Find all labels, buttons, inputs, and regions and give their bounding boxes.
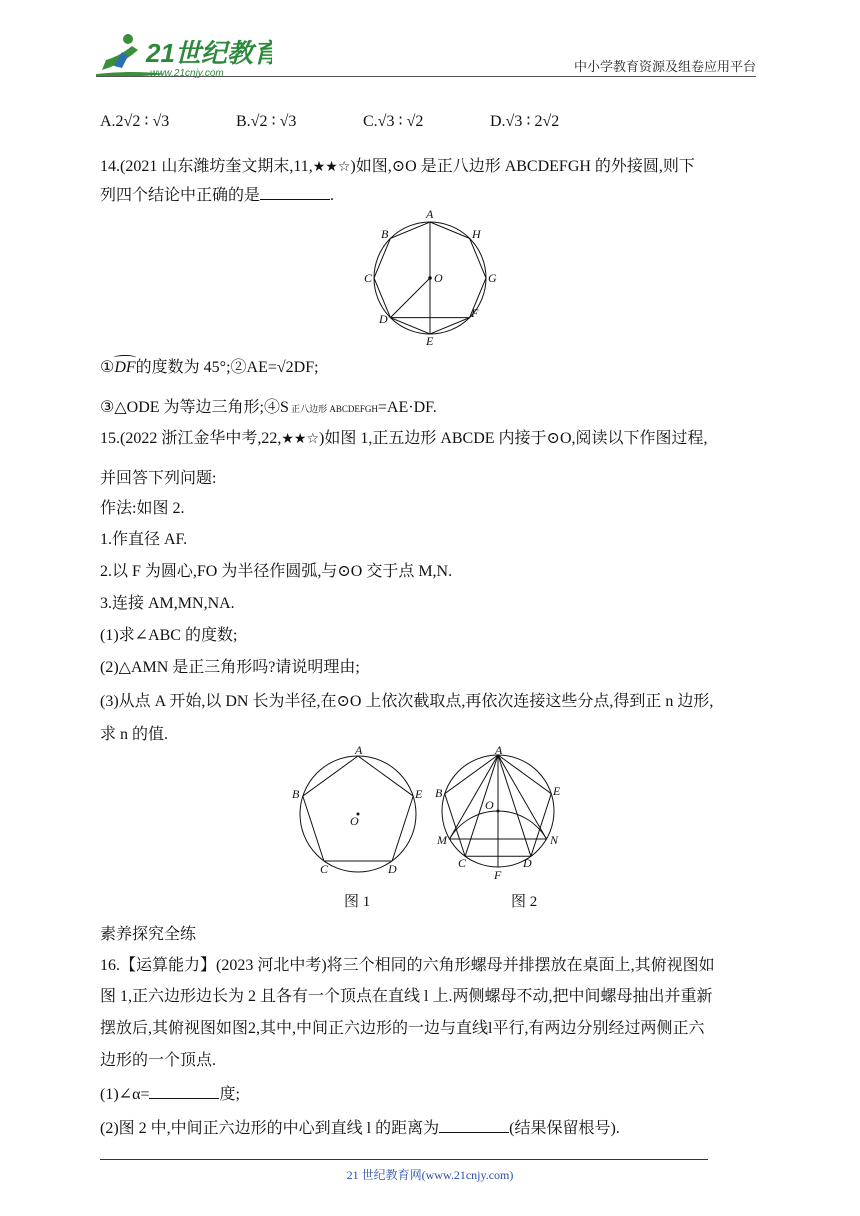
q15-step1: 1.作直径 AF. [100, 531, 188, 548]
q16-line3: 摆放后,其俯视图如图2,其中,中间正六边形的一边与直线l平行,有两边分别经过两侧正六 [100, 1020, 705, 1037]
label-h: H [472, 227, 481, 241]
q15-sub2: (2)△AMN 是正三角形吗?请说明理由; [100, 659, 360, 676]
label-b: B [381, 227, 389, 241]
site-logo [92, 30, 272, 82]
header-divider [96, 76, 756, 77]
q16-line2: 图 1,正六边形边长为 2 且各有一个顶点在直线 l 上.两侧螺母不动,把中间螺母抽出并重新 [100, 988, 713, 1005]
header-platform-text: 中小学教育资源及组卷应用平台 [573, 60, 756, 75]
label-c: C [364, 271, 373, 285]
fig2-label-f: F [494, 868, 502, 882]
label-f: F [471, 306, 479, 320]
fig2-label-a: A [495, 745, 503, 757]
fig1-label-e: E [415, 787, 423, 801]
difficulty-stars: ★★☆ [281, 431, 319, 447]
option-b: B.√2 ∶ √3 [236, 113, 297, 130]
label-g: G [488, 271, 497, 285]
difficulty-stars: ★★☆ [312, 159, 351, 175]
option-a: A.2√2 ∶ √3 [100, 113, 170, 130]
octagon-figure [360, 205, 500, 345]
footer-link[interactable]: 21 世纪教育网(www.21cnjy.com) [346, 1168, 514, 1182]
option-d: D.√3 ∶ 2√2 [490, 113, 560, 130]
pentagon-figure-2 [434, 745, 569, 883]
q15-step2: 2.以 F 为圆心,FO 为半径作圆弧,与⊙O 交于点 M,N. [100, 563, 453, 580]
runner-logo-icon [92, 30, 272, 82]
answer-blank [260, 185, 330, 200]
fig2-label-n: N [550, 833, 559, 847]
fig1-label-a: A [355, 745, 363, 757]
fig2-label-d: D [523, 856, 532, 870]
fig2-label-c: C [458, 856, 467, 870]
q16-sub2: (2)图 2 中,中间正六边形的中心到直线 l 的距离为 (结果保留根号). [100, 1120, 620, 1137]
q14-line2: 列四个结论中正确的是 . [100, 187, 335, 204]
q15-line1: 15.(2022 浙江金华中考,22,★★☆)如图 1,正五边形 ABCDE 内接于⊙O,阅读以下作图过程, [100, 430, 708, 447]
fig2-label-b: B [435, 786, 443, 800]
fig1-label-o: O [350, 814, 359, 828]
q16-line4: 边形的一个顶点. [100, 1052, 217, 1069]
q15-sub1: (1)求∠ABC 的度数; [100, 627, 238, 644]
fig2-label-m: M [437, 833, 447, 847]
section-title: 素养探究全练 [100, 926, 197, 943]
q14-line1: 14.(2021 山东潍坊奎文期末,11,★★☆)如图,⊙O 是正八边形 ABCDEFGH 的外接圆,则下 [100, 158, 695, 175]
q14-statement-1: ①DF的度数为 45°;②AE=√2DF; [100, 357, 319, 379]
logo-text: 21世纪教育 [146, 38, 272, 68]
q16-line1: 16.【运算能力】(2023 河北中考)将三个相同的六角形螺母并排摆放在桌面上,其俯视图如 [100, 957, 715, 974]
label-a: A [426, 207, 434, 221]
answer-blank [439, 1118, 509, 1133]
label-e: E [426, 334, 434, 345]
option-c: C.√3 ∶ √2 [363, 113, 424, 130]
q14-statement-2: ③△ODE 为等边三角形;④S 正八边形 ABCDEFGH=AE·DF. [100, 399, 437, 416]
q16-sub1: (1)∠α= 度; [100, 1086, 240, 1103]
figure-2-caption: 图 2 [511, 894, 538, 910]
q15-sub3-cont: 求 n 的值. [100, 726, 169, 743]
q15-line2: 并回答下列问题: [100, 470, 217, 487]
fig1-label-c: C [320, 862, 329, 875]
fig1-label-b: B [292, 787, 300, 801]
answer-blank [149, 1084, 219, 1099]
label-d: D [379, 312, 388, 326]
fig2-label-o: O [485, 798, 494, 812]
q15-method: 作法:如图 2. [100, 500, 185, 517]
fig2-label-e: E [553, 784, 561, 798]
figure-1-caption: 图 1 [344, 894, 371, 910]
footer-divider [100, 1159, 708, 1160]
pentagon-figure-1 [292, 745, 427, 875]
fig1-label-d: D [388, 862, 397, 875]
q15-sub3: (3)从点 A 开始,以 DN 长为半径,在⊙O 上依次截取点,再依次连接这些分点,得到正 n 边形, [100, 693, 714, 710]
q15-step3: 3.连接 AM,MN,NA. [100, 595, 235, 612]
label-o: O [434, 271, 443, 285]
logo-url: www.21cnjy.com [150, 68, 224, 79]
